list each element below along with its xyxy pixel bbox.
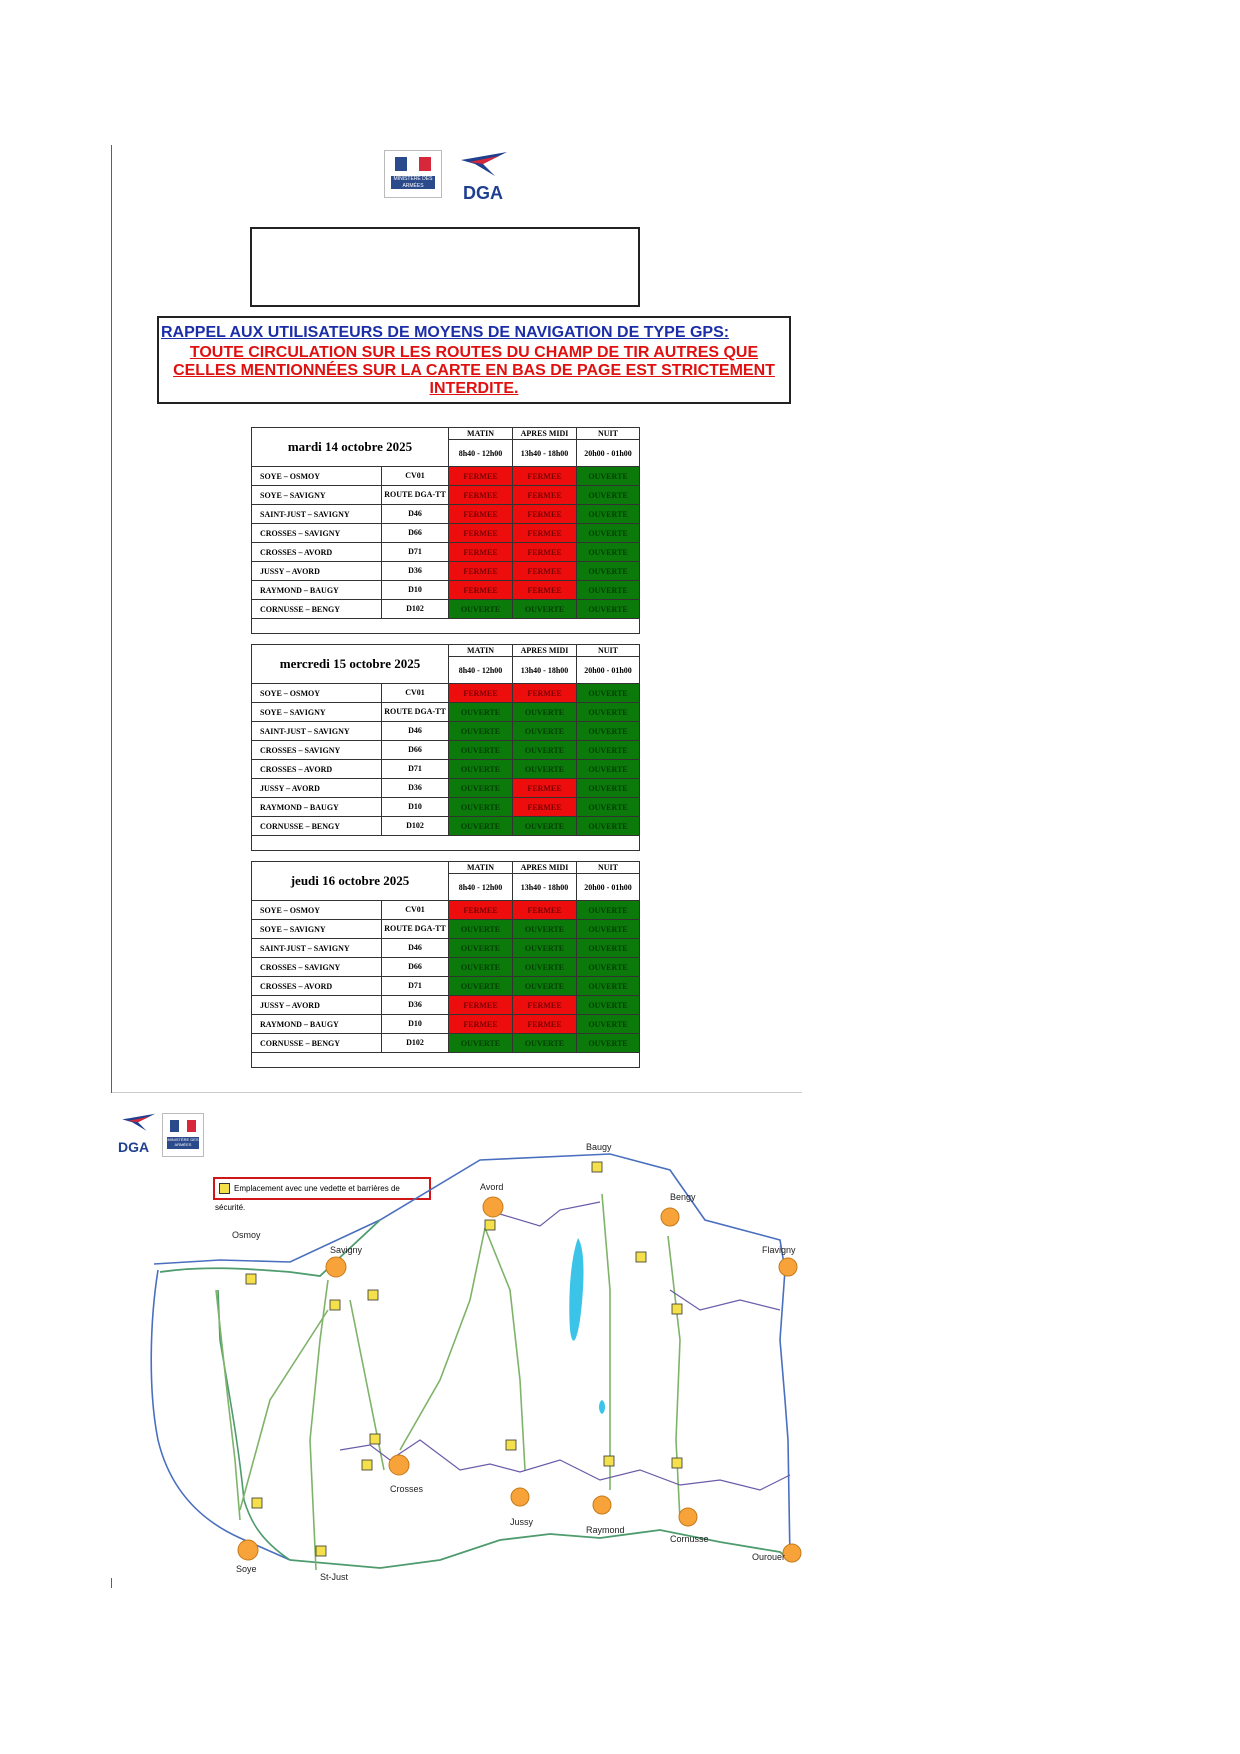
route-name: SOYE – SAVIGNY <box>252 703 382 722</box>
route-name: CROSSES – SAVIGNY <box>252 741 382 760</box>
period-time: 13h40 - 18h00 <box>513 657 577 684</box>
map-label-raymond: Raymond <box>586 1525 625 1535</box>
table-row <box>252 798 640 817</box>
table-row <box>252 741 640 760</box>
table-row <box>252 1034 640 1053</box>
status-cell: OUVERTE <box>513 600 577 619</box>
status-cell: OUVERTE <box>577 1034 640 1053</box>
period-time: 8h40 - 12h00 <box>449 874 513 901</box>
route-code: D66 <box>382 741 449 760</box>
status-cell: OUVERTE <box>577 703 640 722</box>
status-cell: FERMEE <box>513 901 577 920</box>
section-divider <box>112 1092 802 1093</box>
status-cell: OUVERTE <box>449 977 513 996</box>
map-label-cornusse: Cornusse <box>670 1534 709 1544</box>
ministry-logo: MINISTÈRE DES ARMÉES <box>384 150 442 198</box>
schedule-date: mercredi 15 octobre 2025 <box>252 645 449 684</box>
route-code: D36 <box>382 562 449 581</box>
period-name: MATIN <box>449 645 513 657</box>
map-label-savigny: Savigny <box>330 1245 363 1255</box>
status-cell: OUVERTE <box>577 562 640 581</box>
table-row <box>252 920 640 939</box>
period-time: 13h40 - 18h00 <box>513 440 577 467</box>
table-row <box>252 467 640 486</box>
map-legend: Emplacement avec une vedette et barrières de sécurité. <box>213 1177 431 1200</box>
status-cell: FERMEE <box>513 1015 577 1034</box>
status-cell: OUVERTE <box>577 779 640 798</box>
period-time: 8h40 - 12h00 <box>449 657 513 684</box>
route-code: D10 <box>382 798 449 817</box>
schedule-table <box>251 427 640 634</box>
status-cell: OUVERTE <box>449 600 513 619</box>
status-cell: OUVERTE <box>577 958 640 977</box>
route-code: D10 <box>382 581 449 600</box>
table-row <box>252 703 640 722</box>
status-cell: OUVERTE <box>513 920 577 939</box>
map-label-baugy: Baugy <box>586 1142 612 1152</box>
table-row <box>252 524 640 543</box>
route-code: D71 <box>382 977 449 996</box>
margin-tick <box>111 1578 112 1588</box>
map-label-osmoy: Osmoy <box>232 1230 261 1240</box>
route-name: RAYMOND – BAUGY <box>252 798 382 817</box>
status-cell: FERMEE <box>449 996 513 1015</box>
route-name: JUSSY – AVORD <box>252 996 382 1015</box>
status-cell: OUVERTE <box>449 741 513 760</box>
period-time: 13h40 - 18h00 <box>513 874 577 901</box>
status-cell: OUVERTE <box>577 505 640 524</box>
table-footer <box>252 1053 640 1068</box>
status-cell: FERMEE <box>513 581 577 600</box>
status-cell: FERMEE <box>449 505 513 524</box>
table-row <box>252 562 640 581</box>
status-cell: OUVERTE <box>449 958 513 977</box>
status-cell: FERMEE <box>513 562 577 581</box>
status-cell: FERMEE <box>449 486 513 505</box>
table-row <box>252 600 640 619</box>
route-name: CROSSES – AVORD <box>252 977 382 996</box>
status-cell: FERMEE <box>513 543 577 562</box>
status-cell: FERMEE <box>449 581 513 600</box>
route-code: D66 <box>382 958 449 977</box>
table-row <box>252 977 640 996</box>
status-cell: OUVERTE <box>449 817 513 836</box>
table-row <box>252 684 640 703</box>
status-cell: OUVERTE <box>449 1034 513 1053</box>
table-row <box>252 581 640 600</box>
map-label-crosses: Crosses <box>390 1484 424 1494</box>
status-cell: OUVERTE <box>577 741 640 760</box>
status-cell: FERMEE <box>513 684 577 703</box>
status-cell: OUVERTE <box>577 524 640 543</box>
status-cell: OUVERTE <box>513 1034 577 1053</box>
period-name: APRES MIDI <box>513 645 577 657</box>
status-cell: OUVERTE <box>513 722 577 741</box>
notice-title: RAPPEL AUX UTILISATEURS DE MOYENS DE NAVIGATION DE TYPE GPS: <box>161 324 730 341</box>
route-name: SAINT-JUST – SAVIGNY <box>252 505 382 524</box>
route-code: D46 <box>382 722 449 741</box>
route-name: SAINT-JUST – SAVIGNY <box>252 939 382 958</box>
status-cell: OUVERTE <box>577 939 640 958</box>
route-code: D71 <box>382 543 449 562</box>
route-code: CV01 <box>382 901 449 920</box>
status-cell: OUVERTE <box>513 817 577 836</box>
map-label-bengy: Bengy <box>670 1192 696 1202</box>
status-cell: OUVERTE <box>577 684 640 703</box>
table-row <box>252 779 640 798</box>
status-cell: OUVERTE <box>577 486 640 505</box>
status-cell: OUVERTE <box>577 581 640 600</box>
status-cell: OUVERTE <box>449 939 513 958</box>
margin-line <box>111 145 112 1093</box>
route-code: D66 <box>382 524 449 543</box>
table-row <box>252 486 640 505</box>
route-name: JUSSY – AVORD <box>252 779 382 798</box>
status-cell: OUVERTE <box>513 760 577 779</box>
status-cell: OUVERTE <box>449 920 513 939</box>
route-name: SAINT-JUST – SAVIGNY <box>252 722 382 741</box>
status-cell: OUVERTE <box>513 703 577 722</box>
map-label-ourouer: Ourouer <box>752 1552 786 1562</box>
period-name: NUIT <box>577 645 640 657</box>
schedule-date: mardi 14 octobre 2025 <box>252 428 449 467</box>
status-cell: OUVERTE <box>449 760 513 779</box>
route-name: JUSSY – AVORD <box>252 562 382 581</box>
table-row <box>252 901 640 920</box>
route-name: SOYE – SAVIGNY <box>252 920 382 939</box>
status-cell: OUVERTE <box>513 977 577 996</box>
status-cell: OUVERTE <box>449 798 513 817</box>
status-cell: FERMEE <box>513 486 577 505</box>
map-label-avord: Avord <box>480 1182 504 1192</box>
table-row <box>252 817 640 836</box>
status-cell: FERMEE <box>513 779 577 798</box>
route-code: D36 <box>382 779 449 798</box>
status-cell: OUVERTE <box>577 798 640 817</box>
route-code: ROUTE DGA-TT <box>382 920 449 939</box>
status-cell: FERMEE <box>513 798 577 817</box>
route-code: CV01 <box>382 684 449 703</box>
route-code: D102 <box>382 1034 449 1053</box>
dga-wing-icon <box>455 150 511 180</box>
route-name: CROSSES – SAVIGNY <box>252 958 382 977</box>
route-code: D71 <box>382 760 449 779</box>
route-name: RAYMOND – BAUGY <box>252 581 382 600</box>
status-cell: OUVERTE <box>513 958 577 977</box>
status-cell: FERMEE <box>449 524 513 543</box>
status-cell: FERMEE <box>449 1015 513 1034</box>
period-name: APRES MIDI <box>513 428 577 440</box>
schedule-date: jeudi 16 octobre 2025 <box>252 862 449 901</box>
status-cell: FERMEE <box>513 505 577 524</box>
ministry-logo-small: MINISTÈRE DES ARMÉES <box>162 1113 204 1157</box>
route-name: CROSSES – SAVIGNY <box>252 524 382 543</box>
map-label-flavigny: Flavigny <box>762 1245 796 1255</box>
period-name: NUIT <box>577 862 640 874</box>
period-name: MATIN <box>449 428 513 440</box>
route-name: CORNUSSE – BENGY <box>252 1034 382 1053</box>
status-cell: OUVERTE <box>449 703 513 722</box>
period-time: 8h40 - 12h00 <box>449 440 513 467</box>
route-code: D46 <box>382 505 449 524</box>
period-time: 20h00 - 01h00 <box>577 657 640 684</box>
route-name: CROSSES – AVORD <box>252 543 382 562</box>
table-footer <box>252 836 640 851</box>
notice-body: TOUTE CIRCULATION SUR LES ROUTES DU CHAMP DE TIR AUTRES QUE CELLES MENTIONNÉES SUR LA CARTE EN BAS DE PAGE EST STRICTEMENT INTERDITE. <box>173 344 775 397</box>
status-cell: FERMEE <box>449 684 513 703</box>
empty-frame <box>250 227 640 307</box>
status-cell: OUVERTE <box>577 977 640 996</box>
period-name: APRES MIDI <box>513 862 577 874</box>
status-cell: OUVERTE <box>577 600 640 619</box>
status-cell: OUVERTE <box>577 920 640 939</box>
route-name: CROSSES – AVORD <box>252 760 382 779</box>
map-label-st-just: St-Just <box>320 1572 349 1580</box>
period-time: 20h00 - 01h00 <box>577 874 640 901</box>
route-code: ROUTE DGA-TT <box>382 703 449 722</box>
table-row <box>252 505 640 524</box>
table-row <box>252 1015 640 1034</box>
status-cell: FERMEE <box>513 467 577 486</box>
route-code: ROUTE DGA-TT <box>382 486 449 505</box>
dga-logo: DGA <box>455 150 511 198</box>
period-name: NUIT <box>577 428 640 440</box>
route-code: D46 <box>382 939 449 958</box>
route-code: CV01 <box>382 467 449 486</box>
status-cell: OUVERTE <box>577 901 640 920</box>
table-row <box>252 760 640 779</box>
firing-range-map <box>140 1140 810 1580</box>
status-cell: OUVERTE <box>577 722 640 741</box>
status-cell: OUVERTE <box>577 1015 640 1034</box>
status-cell: FERMEE <box>513 524 577 543</box>
gps-notice <box>157 316 791 404</box>
route-code: D36 <box>382 996 449 1015</box>
status-cell: OUVERTE <box>449 779 513 798</box>
route-name: CORNUSSE – BENGY <box>252 600 382 619</box>
status-cell: OUVERTE <box>513 741 577 760</box>
route-name: RAYMOND – BAUGY <box>252 1015 382 1034</box>
period-name: MATIN <box>449 862 513 874</box>
period-time: 20h00 - 01h00 <box>577 440 640 467</box>
schedule-table <box>251 861 640 1068</box>
route-code: D102 <box>382 600 449 619</box>
route-name: SOYE – OSMOY <box>252 901 382 920</box>
route-name: SOYE – OSMOY <box>252 684 382 703</box>
status-cell: OUVERTE <box>449 722 513 741</box>
schedule-table <box>251 644 640 851</box>
status-cell: OUVERTE <box>577 543 640 562</box>
route-code: D10 <box>382 1015 449 1034</box>
route-name: CORNUSSE – BENGY <box>252 817 382 836</box>
status-cell: FERMEE <box>513 996 577 1015</box>
status-cell: OUVERTE <box>577 817 640 836</box>
table-row <box>252 722 640 741</box>
table-footer <box>252 619 640 634</box>
status-cell: OUVERTE <box>577 996 640 1015</box>
table-row <box>252 543 640 562</box>
route-code: D102 <box>382 817 449 836</box>
table-row <box>252 939 640 958</box>
route-name: SOYE – SAVIGNY <box>252 486 382 505</box>
status-cell: OUVERTE <box>577 467 640 486</box>
dga-logo-small: DGA <box>118 1112 158 1154</box>
table-row <box>252 958 640 977</box>
map-label-soye: Soye <box>236 1564 257 1574</box>
status-cell: OUVERTE <box>577 760 640 779</box>
status-cell: FERMEE <box>449 562 513 581</box>
status-cell: FERMEE <box>449 901 513 920</box>
table-row <box>252 996 640 1015</box>
map-label-jussy: Jussy <box>510 1517 534 1527</box>
status-cell: FERMEE <box>449 543 513 562</box>
dga-wing-icon <box>118 1112 158 1134</box>
status-cell: FERMEE <box>449 467 513 486</box>
route-name: SOYE – OSMOY <box>252 467 382 486</box>
status-cell: OUVERTE <box>513 939 577 958</box>
